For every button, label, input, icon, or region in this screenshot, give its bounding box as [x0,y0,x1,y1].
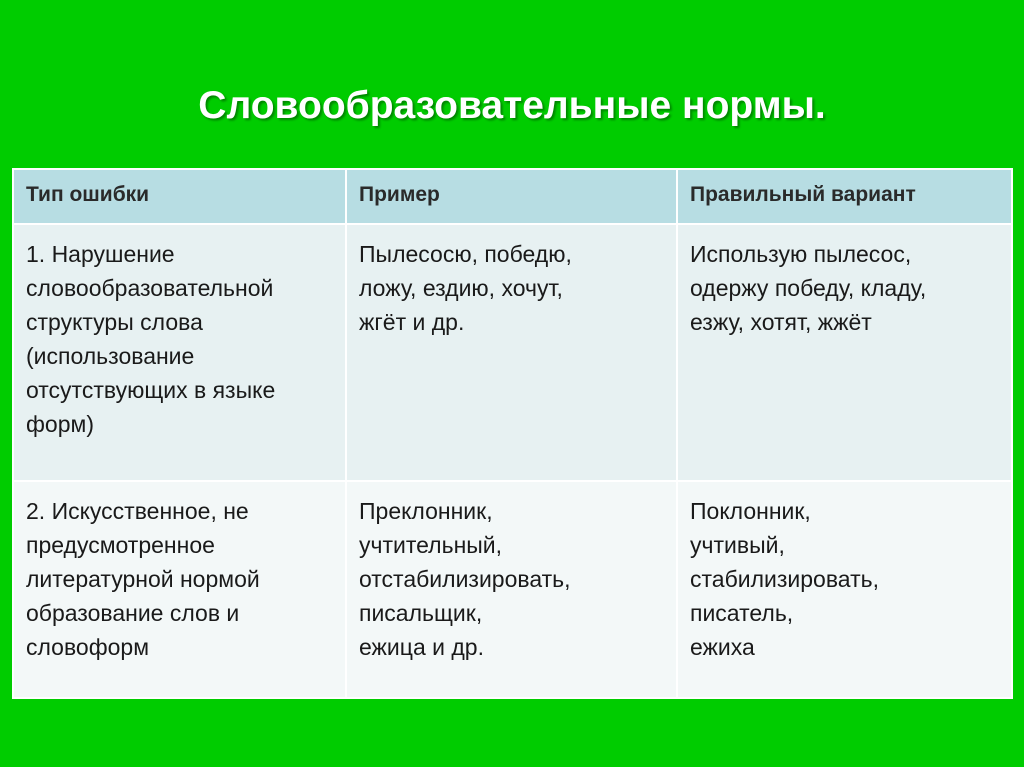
cell-text: Поклонник, учтивый, стабилизировать, писатель, ежиха [690,498,879,660]
cell-text: 1. Нарушение словообразовательной структуры слова (использование отсутствующих в языке форм) [26,241,276,437]
norms-table [12,168,1013,699]
cell-text: Использую пылесос, одержу победу, кладу, езжу, хотят, жжёт [690,241,927,335]
slide-title: Словообразовательные нормы. [198,84,826,127]
table-cell-error-type [13,481,346,698]
header-correct-variant: Правильный вариант [677,169,1012,224]
norms-table-container [12,168,1011,697]
cell-text: 2. Искусственное, не предусмотренное литературной нормой образование слов и словоформ [26,498,260,660]
table-cell-error-type [13,224,346,481]
table-row [13,224,1012,481]
table-cell-example [346,224,677,481]
header-error-type: Тип ошибки [13,169,346,224]
cell-text: Пылесосю, победю, ложу, ездию, хочут, жгёт и др. [359,241,572,335]
table-cell-example [346,481,677,698]
table-row [13,481,1012,698]
cell-text: Преклонник, учтительный, отстабилизировать, писальщик, ежица и др. [359,498,571,660]
table-cell-correct-variant [677,481,1012,698]
table-header-row [13,169,1012,224]
header-example: Пример [346,169,677,224]
table-cell-correct-variant [677,224,1012,481]
